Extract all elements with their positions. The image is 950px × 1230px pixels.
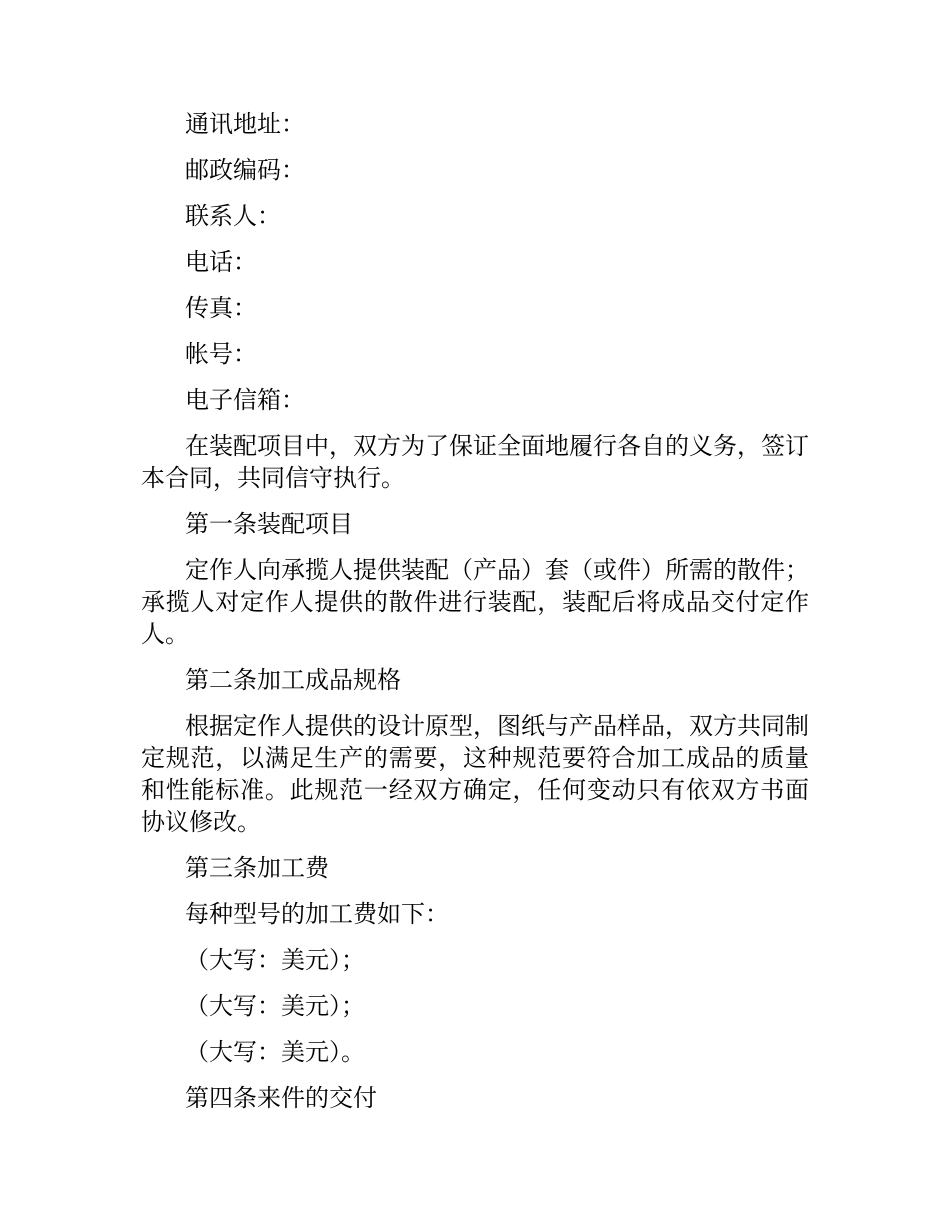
- field-mailing-address: 通讯地址：: [185, 110, 305, 138]
- document-body: [141, 108, 809, 1128]
- fee-line-3: （大写：美元）。: [185, 1038, 365, 1066]
- article-3-heading: 第三条加工费: [185, 854, 329, 882]
- field-postal-code: 邮政编码：: [185, 156, 305, 184]
- article-1-body: 定作人向承揽人提供装配（产品）套（或件）所需的散件；承揽人对定作人提供的散件进行装配，装配后将成品交付定作人。: [141, 556, 809, 648]
- article-1-heading: 第一条装配项目: [185, 510, 353, 538]
- field-contact-person: 联系人：: [185, 202, 281, 230]
- fee-line-1: （大写：美元）；: [185, 946, 365, 974]
- field-account-number: 帐号：: [185, 340, 257, 368]
- preamble-paragraph: 在装配项目中，双方为了保证全面地履行各自的义务，签订本合同，共同信守执行。: [141, 432, 809, 492]
- field-fax: 传真：: [185, 294, 257, 322]
- field-email: 电子信箱：: [185, 386, 305, 414]
- article-4-heading: 第四条来件的交付: [185, 1084, 377, 1112]
- article-3-intro: 每种型号的加工费如下：: [185, 900, 449, 928]
- fee-line-2: （大写：美元）；: [185, 992, 365, 1020]
- article-2-body: 根据定作人提供的设计原型，图纸与产品样品，双方共同制定规范，以满足生产的需要，这种规范要符合加工成品的质量和性能标准。此规范一经双方确定，任何变动只有依双方书面协议修改。: [141, 712, 809, 836]
- article-2-heading: 第二条加工成品规格: [185, 666, 401, 694]
- field-phone: 电话：: [185, 248, 257, 276]
